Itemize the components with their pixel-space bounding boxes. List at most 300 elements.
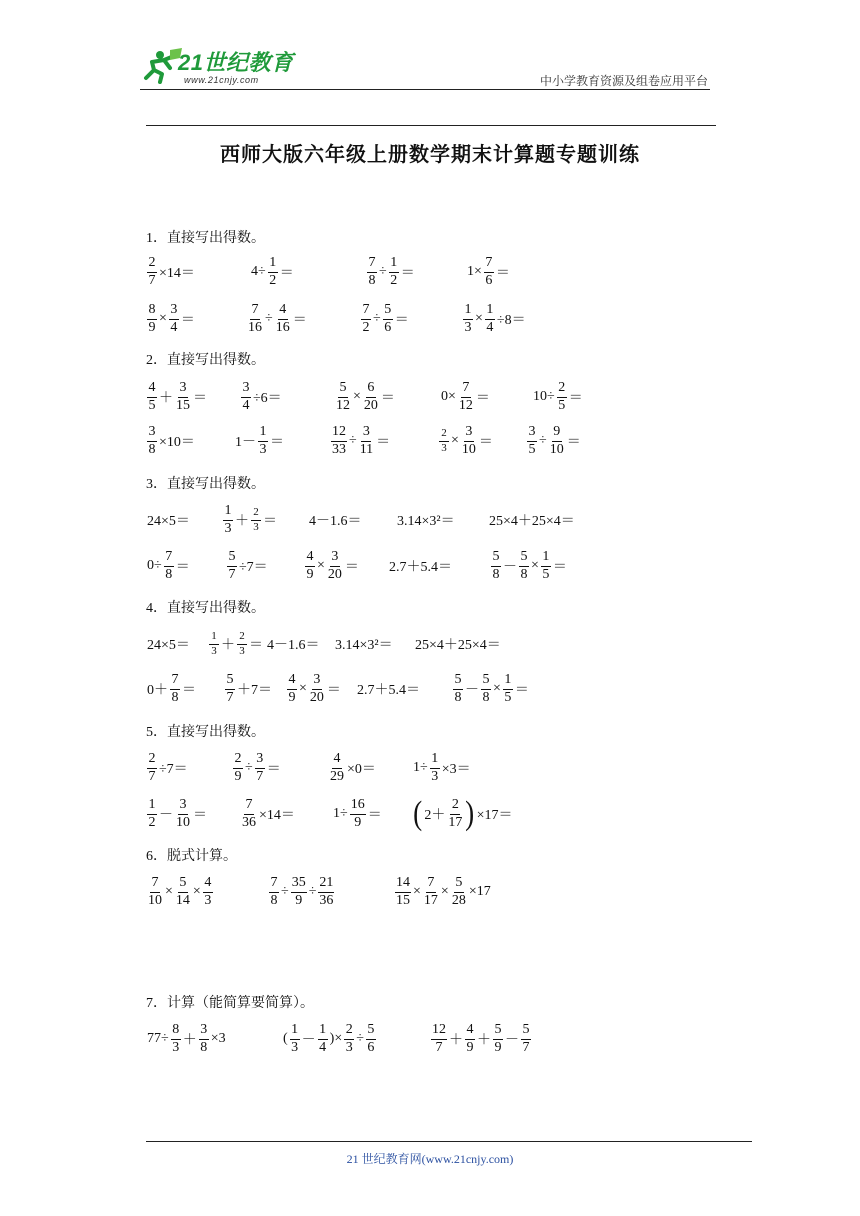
fraction xyxy=(557,381,567,413)
fraction xyxy=(290,1023,300,1055)
numerator: 7 xyxy=(361,303,371,320)
math-text: ÷ xyxy=(265,311,273,326)
denominator: 9 xyxy=(494,1039,502,1055)
math-text: ( xyxy=(283,1031,288,1046)
expression xyxy=(414,620,502,668)
fraction xyxy=(305,550,315,582)
denominator: 7 xyxy=(226,689,234,705)
numerator: 5 xyxy=(383,303,393,320)
numerator: 7 xyxy=(484,256,494,273)
fraction xyxy=(147,798,157,830)
expression xyxy=(268,868,335,916)
denominator: 29 xyxy=(330,768,344,784)
section-heading: 3．直接写出得数。 xyxy=(146,477,265,492)
denominator: 8 xyxy=(368,272,376,288)
denominator: 6 xyxy=(367,1039,375,1055)
denominator: 12 xyxy=(458,397,473,413)
page-title: 西师大版六年级上册数学期末计算题专题训练 xyxy=(220,142,640,166)
numerator: 16 xyxy=(350,798,366,815)
fraction xyxy=(439,428,449,454)
math-text: ÷8＝ xyxy=(496,313,526,328)
denominator: 5 xyxy=(558,397,566,413)
expression xyxy=(146,868,214,916)
title-top-rule xyxy=(146,125,716,126)
fraction xyxy=(241,381,251,413)
expression xyxy=(282,1015,377,1063)
fraction xyxy=(203,876,213,908)
math-text: 4－1.6＝ xyxy=(309,514,362,529)
numerator: 5 xyxy=(366,1023,376,1040)
expression xyxy=(146,248,196,296)
math-text: ＝ xyxy=(514,683,529,698)
numerator: 2 xyxy=(251,507,261,521)
fraction xyxy=(430,752,440,784)
math-text: ＝ xyxy=(400,266,415,281)
expression xyxy=(286,665,342,713)
section-heading: 6．脱式计算。 xyxy=(146,849,237,864)
section-heading: 2．直接写出得数。 xyxy=(146,353,265,368)
fraction xyxy=(549,425,565,457)
fraction xyxy=(366,1023,376,1055)
fraction xyxy=(291,876,307,908)
math-text: 24×5＝ xyxy=(147,638,190,653)
section-heading: 5．直接写出得数。 xyxy=(146,725,265,740)
math-text: 2＋ xyxy=(424,808,446,823)
fraction xyxy=(269,876,279,908)
denominator: 5 xyxy=(148,397,156,413)
numerator: 5 xyxy=(227,550,237,567)
denominator: 8 xyxy=(165,566,173,582)
numerator: 7 xyxy=(367,256,377,273)
fraction xyxy=(367,256,377,288)
expression xyxy=(334,373,396,421)
fraction xyxy=(164,550,174,582)
numerator: 2 xyxy=(233,752,243,769)
math-text: ＋ xyxy=(221,638,235,653)
denominator: 2 xyxy=(362,319,370,335)
denominator: 9 xyxy=(466,1039,474,1055)
denominator: 20 xyxy=(309,689,324,705)
expression xyxy=(246,295,308,343)
numerator: 7 xyxy=(269,876,279,893)
math-text: ＝ xyxy=(344,560,359,575)
numerator: 9 xyxy=(552,425,562,442)
fraction xyxy=(359,425,374,457)
denominator: 8 xyxy=(200,1039,208,1055)
denominator: 12 xyxy=(336,397,350,413)
expression xyxy=(146,744,189,792)
expression xyxy=(224,665,273,713)
numerator: 4 xyxy=(305,550,315,567)
numerator: 4 xyxy=(278,303,288,320)
denominator: 6 xyxy=(384,319,392,335)
math-text: 25×4＋25×4＝ xyxy=(415,638,501,653)
denominator: 8 xyxy=(171,689,179,705)
math-text: 1÷ xyxy=(413,760,428,775)
numerator: 3 xyxy=(527,425,537,442)
fraction xyxy=(447,798,463,830)
math-text: ＝ xyxy=(380,391,395,406)
math-text: ＋ xyxy=(477,1033,491,1048)
denominator: 10 xyxy=(148,892,162,908)
expression xyxy=(332,790,383,838)
denominator: 3 xyxy=(253,520,259,533)
math-text: ＝ xyxy=(175,560,190,575)
denominator: 36 xyxy=(319,892,334,908)
fraction xyxy=(458,381,474,413)
header-tagline: 中小学教育资源及组卷应用平台 xyxy=(539,74,708,88)
fraction xyxy=(309,673,325,705)
math-text: － xyxy=(503,560,517,575)
math-text: × xyxy=(413,884,421,899)
denominator: 7 xyxy=(148,272,156,288)
fraction xyxy=(361,303,371,335)
header-rule xyxy=(140,89,710,90)
numerator: 3 xyxy=(147,425,157,442)
expression xyxy=(240,373,283,421)
numerator: 21 xyxy=(318,876,334,893)
denominator: 9 xyxy=(295,892,303,908)
denominator: 3 xyxy=(464,319,472,335)
math-text: ÷ xyxy=(356,1031,364,1046)
fraction xyxy=(147,256,157,288)
math-text: )× xyxy=(329,1031,343,1046)
expression xyxy=(438,417,494,465)
math-text: ÷6＝ xyxy=(253,391,282,406)
denominator: 8 xyxy=(270,892,278,908)
fraction xyxy=(481,673,491,705)
math-text: ÷ xyxy=(539,433,547,448)
numerator: 1 xyxy=(389,256,399,273)
fraction xyxy=(170,673,180,705)
fraction xyxy=(223,504,233,536)
denominator: 10 xyxy=(176,814,190,830)
math-text: ＝ xyxy=(552,560,567,575)
expression xyxy=(266,620,321,668)
expression xyxy=(146,1015,227,1063)
expression xyxy=(222,496,278,544)
footer-text: 21 世纪教育网(www.21cnjy.com) xyxy=(346,1152,514,1166)
math-text: 25×4＋25×4＝ xyxy=(489,514,575,529)
expression xyxy=(146,620,191,668)
fraction xyxy=(147,303,157,335)
denominator: 3 xyxy=(239,644,245,657)
fraction xyxy=(241,798,257,830)
numerator: 5 xyxy=(225,673,235,690)
fraction xyxy=(268,256,278,288)
fraction xyxy=(237,631,247,657)
fraction xyxy=(503,673,513,705)
fraction xyxy=(521,1023,531,1055)
math-text: ＋ xyxy=(182,1033,197,1048)
numerator: 5 xyxy=(521,1023,531,1040)
fraction xyxy=(147,752,157,784)
expression xyxy=(146,496,191,544)
numerator: 3 xyxy=(199,1023,209,1040)
fraction xyxy=(329,752,345,784)
fraction xyxy=(327,550,343,582)
denominator: 3 xyxy=(431,768,439,784)
denominator: 7 xyxy=(228,566,236,582)
math-text: ＋ xyxy=(159,391,173,406)
math-text: ×3 xyxy=(210,1031,226,1046)
denominator: 28 xyxy=(451,892,466,908)
math-text: × xyxy=(159,311,167,326)
math-text: ＝ xyxy=(263,514,277,529)
expression xyxy=(308,496,363,544)
fraction xyxy=(363,381,379,413)
expression xyxy=(356,665,421,713)
numerator: 4 xyxy=(203,876,213,893)
numerator: 1 xyxy=(503,673,513,690)
denominator: 9 xyxy=(234,768,242,784)
math-text: × xyxy=(192,884,201,899)
numerator: 2 xyxy=(237,631,247,645)
expression xyxy=(532,373,584,421)
numerator: 3 xyxy=(178,798,188,815)
math-text: 10÷ xyxy=(533,389,555,404)
numerator: 1 xyxy=(258,425,268,442)
math-text: ×14＝ xyxy=(159,266,195,281)
numerator: 3 xyxy=(361,425,371,442)
numerator: 2 xyxy=(147,752,157,769)
numerator: 4 xyxy=(287,673,297,690)
numerator: 3 xyxy=(178,381,188,398)
numerator: 2 xyxy=(557,381,567,398)
numerator: 1 xyxy=(290,1023,300,1040)
math-text: 1÷ xyxy=(333,806,348,821)
numerator: 3 xyxy=(255,752,265,769)
math-text: ÷ xyxy=(373,311,381,326)
math-text: － xyxy=(465,683,479,698)
denominator: 8 xyxy=(520,566,528,582)
numerator: 7 xyxy=(170,673,180,690)
math-text: 4－1.6＝ xyxy=(267,638,320,653)
numerator: 7 xyxy=(250,303,260,320)
math-text: ＝ xyxy=(266,762,281,777)
fraction xyxy=(465,1023,475,1055)
numerator: 7 xyxy=(244,798,254,815)
fraction xyxy=(331,425,347,457)
math-text: ＝ xyxy=(292,313,307,328)
denominator: 5 xyxy=(542,566,550,582)
math-text: 3.14×3²＝ xyxy=(335,638,393,653)
fraction xyxy=(527,425,537,457)
math-text: ＝ xyxy=(249,638,263,653)
denominator: 3 xyxy=(441,441,447,454)
math-text: 24×5＝ xyxy=(147,514,190,529)
expression xyxy=(328,744,377,792)
numerator: 5 xyxy=(453,673,463,690)
fraction xyxy=(251,507,261,533)
numerator: 3 xyxy=(241,381,251,398)
parenthesis: ( xyxy=(413,795,423,832)
math-text: ÷ xyxy=(281,884,289,899)
expression xyxy=(146,373,208,421)
math-text: × xyxy=(317,558,325,573)
math-text: × xyxy=(531,558,539,573)
math-text: × xyxy=(165,884,173,899)
expression xyxy=(360,295,410,343)
numerator: 3 xyxy=(464,425,474,442)
math-text: ＋ xyxy=(449,1033,463,1048)
fraction xyxy=(318,1023,328,1055)
numerator: 3 xyxy=(169,303,179,320)
numerator: 4 xyxy=(332,752,342,769)
expression xyxy=(488,496,576,544)
denominator: 5 xyxy=(528,441,536,457)
fraction xyxy=(484,256,494,288)
denominator: 9 xyxy=(288,689,296,705)
math-text: 1× xyxy=(467,264,482,279)
expression xyxy=(412,790,514,838)
numerator: 3 xyxy=(312,673,322,690)
expression xyxy=(250,248,295,296)
numerator: 5 xyxy=(493,1023,503,1040)
fraction xyxy=(541,550,551,582)
math-text: ÷ xyxy=(245,760,253,775)
expression xyxy=(146,417,196,465)
numerator: 7 xyxy=(150,876,160,893)
fraction xyxy=(175,381,191,413)
fraction xyxy=(318,876,334,908)
section-heading: 1．直接写出得数。 xyxy=(146,231,265,246)
math-text: 77÷ xyxy=(147,1031,169,1046)
fraction xyxy=(451,876,467,908)
math-text: ＝ xyxy=(326,683,341,698)
numerator: 1 xyxy=(268,256,278,273)
fraction xyxy=(247,303,263,335)
math-text: 4÷ xyxy=(251,264,266,279)
math-text: ×14＝ xyxy=(259,808,295,823)
fraction xyxy=(431,1023,447,1055)
denominator: 8 xyxy=(492,566,500,582)
fraction xyxy=(225,673,235,705)
denominator: 17 xyxy=(423,892,438,908)
math-text: 0÷ xyxy=(147,558,162,573)
expression xyxy=(146,790,208,838)
expression xyxy=(330,417,391,465)
fraction xyxy=(199,1023,209,1055)
denominator: 3 xyxy=(259,441,267,457)
numerator: 5 xyxy=(454,876,464,893)
denominator: 15 xyxy=(176,397,190,413)
denominator: 7 xyxy=(522,1039,530,1055)
expression xyxy=(366,248,416,296)
math-text: 2.7＋5.4＝ xyxy=(357,683,420,698)
math-text: ＝ xyxy=(495,266,510,281)
expression xyxy=(232,744,282,792)
fraction xyxy=(147,876,163,908)
fraction xyxy=(383,303,393,335)
fraction xyxy=(147,425,157,457)
math-text: ＝ xyxy=(367,808,382,823)
math-text: × xyxy=(299,681,307,696)
denominator: 14 xyxy=(175,892,190,908)
math-text: ＋ xyxy=(235,514,249,529)
math-text: ×3＝ xyxy=(441,762,471,777)
denominator: 4 xyxy=(486,319,494,335)
denominator: 8 xyxy=(482,689,490,705)
expression xyxy=(394,868,492,916)
expression xyxy=(388,542,453,590)
math-text: ＝ xyxy=(180,313,195,328)
math-text: ×0＝ xyxy=(347,762,376,777)
denominator: 9 xyxy=(306,566,314,582)
fraction xyxy=(461,425,477,457)
numerator: 5 xyxy=(481,673,491,690)
denominator: 36 xyxy=(242,814,256,830)
denominator: 3 xyxy=(204,892,212,908)
fraction xyxy=(227,550,237,582)
numerator: 7 xyxy=(426,876,436,893)
site-logo xyxy=(140,44,310,90)
numerator: 1 xyxy=(463,303,473,320)
math-text: ＋7＝ xyxy=(237,683,272,698)
denominator: 2 xyxy=(390,272,398,288)
math-text: 2.7＋5.4＝ xyxy=(389,560,452,575)
expression xyxy=(146,665,197,713)
denominator: 7 xyxy=(148,768,156,784)
denominator: 3 xyxy=(345,1039,353,1055)
fraction xyxy=(493,1023,503,1055)
denominator: 33 xyxy=(332,441,346,457)
numerator: 2 xyxy=(147,256,157,273)
denominator: 3 xyxy=(211,644,217,657)
denominator: 10 xyxy=(461,441,476,457)
denominator: 8 xyxy=(148,441,156,457)
numerator: 4 xyxy=(147,381,157,398)
math-text: ＝ xyxy=(568,391,583,406)
fraction xyxy=(169,303,179,335)
denominator: 3 xyxy=(172,1039,180,1055)
math-text: ×17＝ xyxy=(476,808,513,823)
numerator: 35 xyxy=(291,876,307,893)
expression xyxy=(240,790,296,838)
math-text: 3.14×3²＝ xyxy=(397,514,455,529)
denominator: 7 xyxy=(435,1039,443,1055)
numerator: 12 xyxy=(431,1023,447,1040)
expression xyxy=(226,542,269,590)
numerator: 7 xyxy=(461,381,471,398)
numerator: 1 xyxy=(223,504,233,521)
fraction xyxy=(491,550,501,582)
expression xyxy=(146,295,196,343)
denominator: 16 xyxy=(248,319,262,335)
math-text: ＝ xyxy=(182,683,196,698)
numerator: 2 xyxy=(439,428,449,442)
numerator: 8 xyxy=(147,303,157,320)
fraction xyxy=(485,303,495,335)
numerator: 1 xyxy=(485,303,495,320)
math-text: ×10＝ xyxy=(159,435,195,450)
math-text: × xyxy=(475,311,483,326)
numerator: 1 xyxy=(147,798,157,815)
fraction xyxy=(423,876,439,908)
math-text: ＝ xyxy=(270,435,284,450)
expression xyxy=(304,542,360,590)
denominator: 2 xyxy=(148,814,156,830)
math-text: ＝ xyxy=(193,808,207,823)
expression xyxy=(234,417,285,465)
expression xyxy=(462,295,527,343)
denominator: 7 xyxy=(256,768,264,784)
numerator: 1 xyxy=(430,752,440,769)
math-text: × xyxy=(353,389,361,404)
fraction xyxy=(233,752,243,784)
math-text: ＝ xyxy=(478,435,493,450)
math-text: ÷ xyxy=(349,433,357,448)
